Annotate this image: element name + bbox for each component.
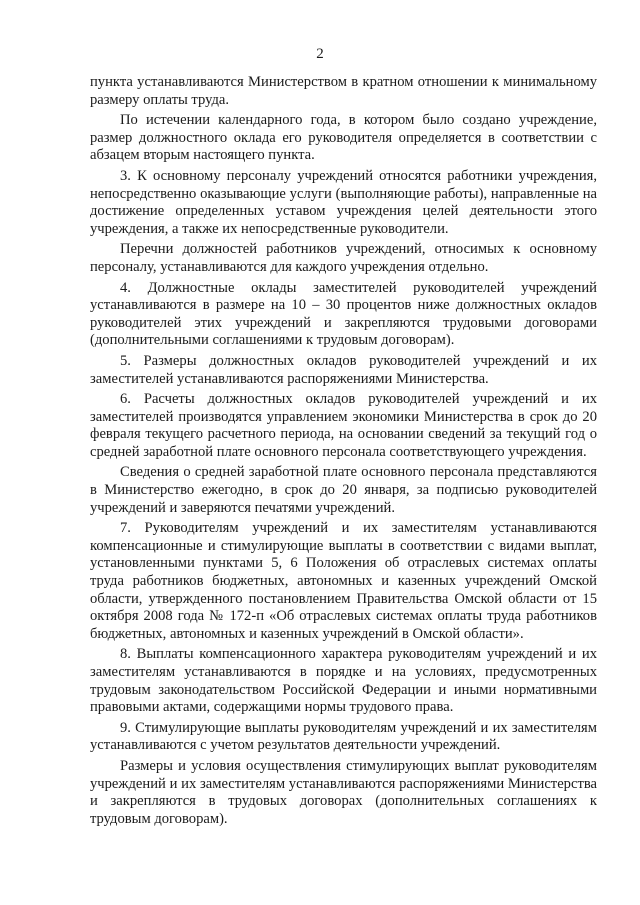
paragraph-item-6: 6. Расчеты должностных окладов руководителей учреждений и их заместителей производятся управлением экономики Министерства в срок до 20 февраля текущего расчетного периода, на основании сведений за текущий год о средней заработной плате основного персонала соответствующего учреждения. [90,391,597,460]
paragraph-salary-info: Сведения о средней заработной плате основного персонала представляются в Министерство ежегодно, в срок до 20 января, за подписью руководителей учреждений и заверяются печатями учреждений. [90,464,597,516]
paragraph-item-7: 7. Руководителям учреждений и их заместителям устанавливаются компенсационные и стимулирующие выплаты в соответствии с видами выплат, установленными пунктами 5, 6 Положения об отраслевых системах оплаты труда работников бюджетных, автономных и казенных учреждений Омской области, утвержденного постановлением Правительства Омской области от 15 октября 2008 года № 172-п «Об отраслевых системах оплаты труда работников бюджетных, автономных и казенных учреждений в Омской области». [90,520,597,642]
paragraph-item-3: 3. К основному персоналу учреждений относятся работники учреждения, непосредственно оказывающие услуги (выполняющие работы), направленные на достижение определенных уставом учреждения целей деятельности этого учреждения, а также их непосредственные руководители. [90,167,597,237]
paragraph-item-9: 9. Стимулирующие выплаты руководителям учреждений и их заместителям устанавливаются с учетом результатов деятельности учреждений. [90,719,597,754]
paragraph-continuation: пункта устанавливаются Министерством в кратном отношении к минимальному размеру оплаты труда. [90,74,597,108]
paragraph-item-4: 4. Должностные оклады заместителей руководителей учреждений устанавливаются в размере на 10 – 30 процентов ниже должностных окладов руководителей этих учреждений и закрепляются трудовыми договорами (дополнительными соглашениями к трудовым договорам). [90,279,597,349]
paragraph-item-8: 8. Выплаты компенсационного характера руководителям учреждений и их заместителям устанавливаются в порядке и на условиях, предусмотренных трудовым законодательством Российской Федерации и иными нормативными правовыми актами, содержащими нормы трудового права. [90,646,597,716]
paragraph-position-lists: Перечни должностей работников учреждений, относимых к основному персоналу, устанавливаются для каждого учреждения отдельно. [90,241,597,275]
paragraph-item-5: 5. Размеры должностных окладов руководителей учреждений и их заместителей устанавливаются распоряжениями Министерства. [90,352,597,387]
paragraph-incentive-terms: Размеры и условия осуществления стимулирующих выплат руководителям учреждений и их заместителям устанавливаются распоряжениями Министерства и закрепляются в трудовых договорах (дополнительных соглашениях к трудовым договорам). [90,757,597,827]
page-number: 2 [316,46,324,62]
paragraph-calendar-year: По истечении календарного года, в котором было создано учреждение, размер должностного оклада его руководителя определяется в соответствии с абзацем вторым настоящего пункта. [90,112,597,164]
document-body [90,74,597,831]
